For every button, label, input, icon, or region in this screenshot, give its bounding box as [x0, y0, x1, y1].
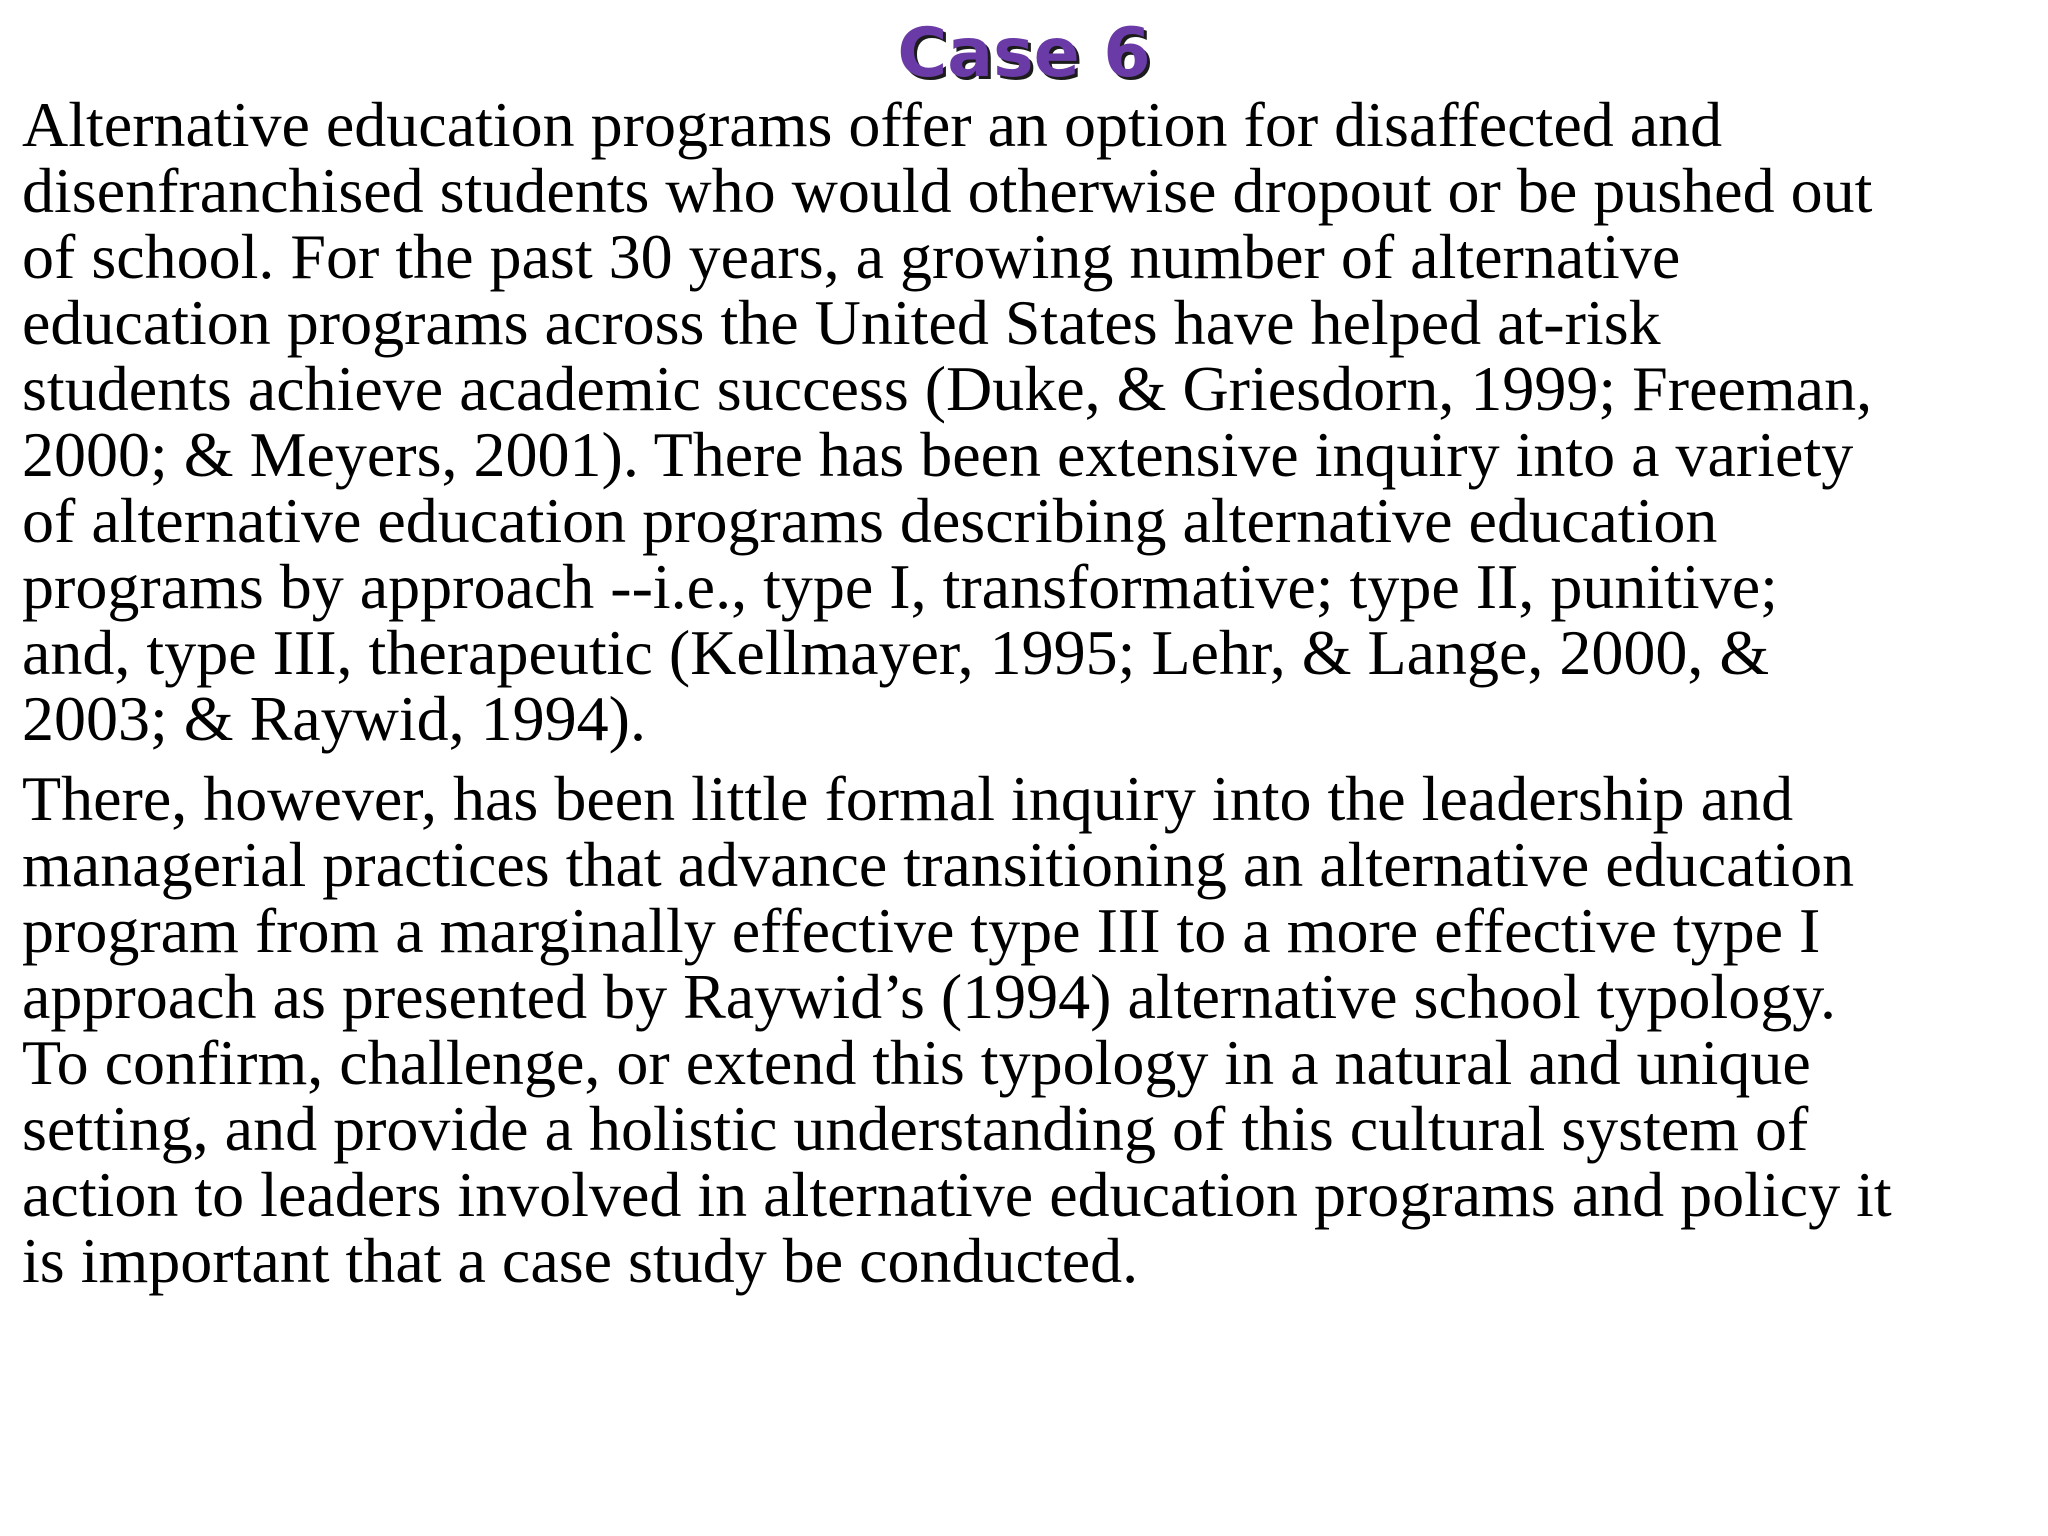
text-line: is important that a case study be conducted. — [22, 1225, 1139, 1296]
text-line: To confirm, challenge, or extend this typology in a natural and unique — [22, 1027, 1811, 1098]
text-line: program from a marginally effective type III to a more effective type I — [22, 895, 1821, 966]
text-line: 2000; & Meyers, 2001). There has been extensive inquiry into a variety — [22, 419, 1854, 490]
paragraph-2 — [22, 763, 2042, 1296]
paragraph-1 — [22, 89, 2042, 754]
text-line: programs by approach --i.e., type I, transformative; type II, punitive; — [22, 551, 1778, 622]
slide-body — [22, 89, 2042, 1296]
text-line: Alternative education programs offer an option for disaffected and — [22, 89, 1723, 160]
text-line: of alternative education programs describing alternative education — [22, 485, 1718, 556]
text-line: of school. For the past 30 years, a growing number of alternative — [22, 221, 1681, 292]
text-line: setting, and provide a holistic understanding of this cultural system of — [22, 1093, 1809, 1164]
text-line: There, however, has been little formal inquiry into the leadership and — [22, 763, 1794, 834]
text-line: and, type III, therapeutic (Kellmayer, 1995; Lehr, & Lange, 2000, & — [22, 617, 1770, 688]
text-line: approach as presented by Raywid’s (1994) alternative school typology. — [22, 961, 1837, 1032]
text-line: education programs across the United States have helped at-risk — [22, 287, 1661, 358]
text-line: disenfranchised students who would otherwise dropout or be pushed out — [22, 155, 1873, 226]
text-line: students achieve academic success (Duke, & Griesdorn, 1999; Freeman, — [22, 353, 1873, 424]
slide-title: Case 6 — [897, 14, 1151, 93]
text-line: managerial practices that advance transitioning an alternative education — [22, 829, 1855, 900]
text-line: 2003; & Raywid, 1994). — [22, 683, 646, 754]
text-line: action to leaders involved in alternative education programs and policy it — [22, 1159, 1892, 1230]
